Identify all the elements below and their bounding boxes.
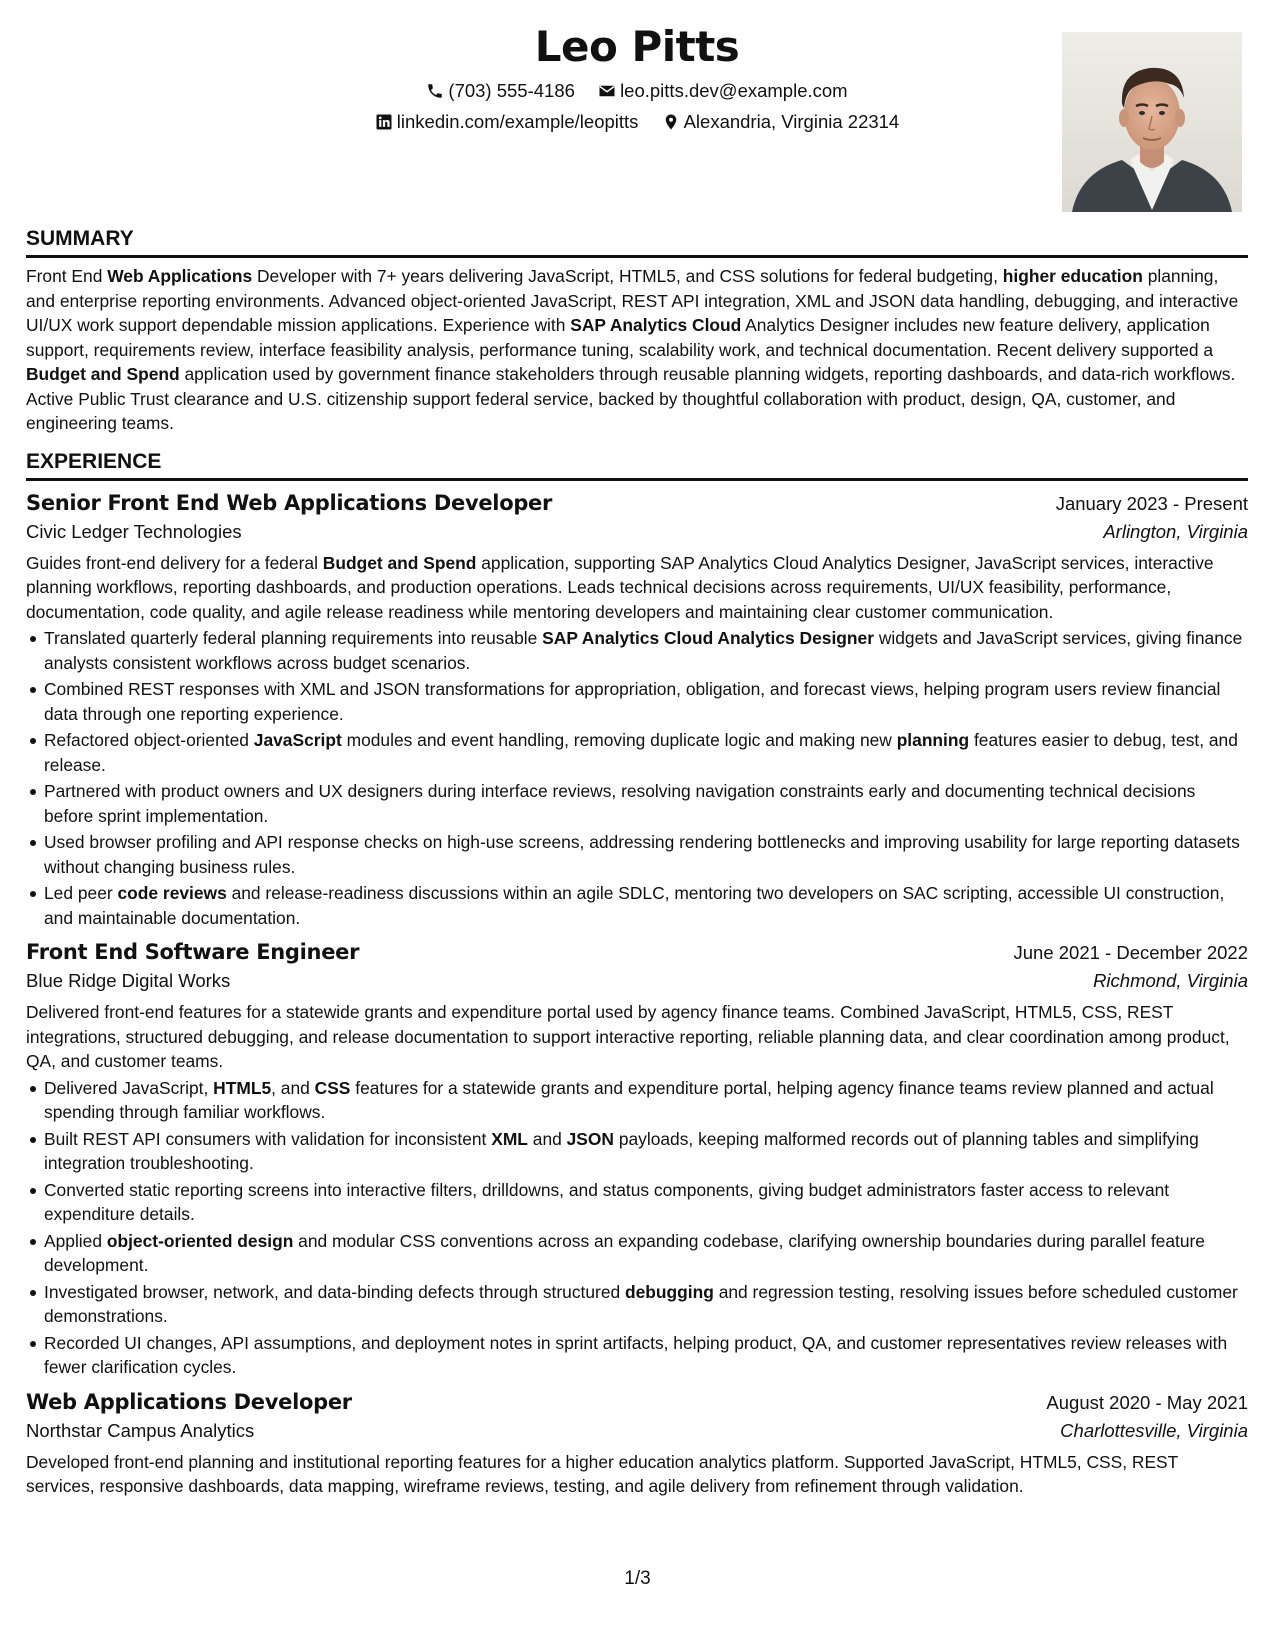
map-pin-icon [662,113,680,131]
achievement-item: Refactored object-oriented JavaScript modules and event handling, removing duplicate logic and making new planning features easier to debug, test, and release. [44,728,1248,777]
emphasis-text: object-oriented design [106,1230,294,1251]
emphasis-text: XML [491,1128,528,1149]
emphasis-text: Budget and Spend [322,552,477,573]
experience-heading: EXPERIENCE [26,450,1248,481]
achievement-item: Led peer code reviews and release-readiness discussions within an agile SDLC, mentoring two developers on SAC scripting, accessible UI construction, and maintainable documentation. [44,881,1248,930]
page-number: 1/3 [624,1568,651,1589]
job-title: Senior Front End Web Applications Developer [26,490,553,515]
job-header [26,940,1248,964]
job-description: Guides front-end delivery for a federal Budget and Spend application, supporting SAP Analytics Cloud Analytics Designer, JavaScript services, interactive planning workflows, reporting dashboards, and production operations. Leads technical decisions across requirements, UI/UX feasibility, performance, documentation, code quality, and agile release readiness while mentoring developers and maintaining clear customer communication. [26,552,1214,622]
job-entry [26,491,1248,931]
job-description: Delivered front-end features for a statewide grants and expenditure portal used by agency finance teams. Combined JavaScript, HTML5, CSS, REST integrations, structured debugging, and release documentation to support interactive reporting, reliable planning data, and clear coordination among product, QA, and customer teams. [26,1002,1230,1071]
phone-item [426,80,575,102]
emphasis-text: higher education [1002,266,1143,286]
emphasis-text: code reviews [117,883,227,903]
emphasis-text: SAP Analytics Cloud Analytics Designer [542,628,874,648]
summary-heading: SUMMARY [26,227,1248,258]
emphasis-text: debugging [625,1281,714,1302]
achievement-list [26,626,1248,930]
achievement-item: Used browser profiling and API response checks on high-use screens, addressing rendering bottlenecks and improving usability for large reporting datasets without changing business rules. [44,830,1248,879]
emphasis-text: planning [896,730,970,750]
job-location: Arlington, Virginia [1103,520,1248,542]
phone-text: (703) 555-4186 [448,80,575,101]
achievement-item: Applied object-oriented design and modular CSS conventions across an expanding codebase, clarifying ownership boundaries during parallel feature development. [44,1229,1248,1278]
achievement-item: Delivered JavaScript, HTML5, and CSS features for a statewide grants and expenditure portal, helping agency finance teams review planned and actual spending through familiar workflows. [44,1076,1248,1125]
achievement-item: Combined REST responses with XML and JSON transformations for appropriation, obligation, and forecast views, helping program users review financial data through one reporting experience. [44,677,1248,726]
location-item [662,111,900,133]
company-name: Blue Ridge Digital Works [26,970,231,991]
linkedin-text[interactable]: linkedin.com/example/leopitts [396,111,639,132]
job-title: Web Applications Developer [26,1389,352,1414]
achievement-item: Recorded UI changes, API assumptions, and deployment notes in sprint artifacts, helping product, QA, and customer representatives review releases with fewer clarification cycles. [44,1331,1248,1380]
linkedin-icon [375,113,393,131]
job-dates: August 2020 - May 2021 [1046,1391,1248,1413]
summary-paragraph: Front End Web Applications Developer with 7+ years delivering JavaScript, HTML5, and CSS solutions for federal budgeting, higher education planning, and enterprise reporting environments. Advanced object-oriented JavaScript, REST API integration, XML and JSON data handling, debugging, and interactive UI/UX work support dependable mission applications. Experience with SAP Analytics Cloud Analytics Designer includes new feature delivery, application support, requirements review, interface feasibility analysis, performance tuning, scalability work, and technical documentation. Recent delivery supported a Budget and Spend application used by government finance stakeholders through reusable planning widgets, reporting dashboards, and data-rich workflows. Active Public Trust clearance and U.S. citizenship support federal service, backed by thoughtful collaboration with product, design, QA, customer, and engineering teams. [26,266,1239,433]
achievement-item: Partnered with product owners and UX designers during interface reviews, resolving navigation constraints early and documenting technical decisions before sprint implementation. [44,779,1248,828]
job-title: Front End Software Engineer [26,940,360,964]
emphasis-text: Budget and Spend [26,364,180,384]
profile-photo [1062,32,1242,212]
emphasis-text: Web Applications [107,266,253,286]
job-entry [26,940,1248,1380]
job-subheader [26,970,1248,992]
job-description: Developed front-end planning and institutional reporting features for a higher education analytics platform. Supported JavaScript, HTML5, CSS, REST services, responsive dashboards, data mapping, wireframe reviews, testing, and agile delivery from refinement through validation. [26,1451,1178,1496]
job-location: Charlottesville, Virginia [1060,1419,1248,1441]
experience-list [26,491,1248,1499]
resume-header [26,0,1248,215]
achievement-item: Translated quarterly federal planning requirements into reusable SAP Analytics Cloud Analytics Designer widgets and JavaScript services, giving finance analysts consistent workflows across budget scenarios. [44,626,1248,675]
email-text[interactable]: leo.pitts.dev@example.com [620,80,848,101]
phone-icon [426,82,444,100]
job-dates: January 2023 - Present [1055,492,1248,514]
candidate-name: Leo Pitts [534,22,740,71]
company-name: Civic Ledger Technologies [26,520,242,542]
emphasis-text: CSS [314,1077,351,1098]
achievement-item: Investigated browser, network, and data-binding defects through structured debugging and regression testing, resolving issues before scheduled customer demonstrations. [44,1280,1248,1329]
envelope-icon [598,82,616,100]
job-dates: June 2021 - December 2022 [1013,942,1248,963]
job-location: Richmond, Virginia [1093,970,1248,991]
job-subheader [26,1420,1248,1442]
job-subheader [26,521,1248,543]
company-name: Northstar Campus Analytics [26,1419,255,1441]
emphasis-text: HTML5 [213,1077,272,1098]
emphasis-text: JavaScript [253,730,342,750]
emphasis-text: SAP Analytics Cloud [570,315,742,335]
job-header [26,491,1248,515]
emphasis-text: JSON [566,1128,614,1149]
email-item[interactable] [598,80,848,102]
job-header [26,1390,1248,1414]
achievement-item: Built REST API consumers with validation for inconsistent XML and JSON payloads, keeping malformed records out of planning tables and simplifying integration troubleshooting. [44,1127,1248,1176]
achievement-item: Converted static reporting screens into interactive filters, drilldowns, and status components, giving budget administrators faster access to relevant expenditure details. [44,1178,1248,1227]
resume-page [26,0,1248,1499]
location-text: Alexandria, Virginia 22314 [683,111,900,132]
achievement-list [26,1076,1248,1380]
portrait-image [1062,32,1242,212]
linkedin-item[interactable] [375,111,639,133]
job-entry [26,1390,1248,1499]
